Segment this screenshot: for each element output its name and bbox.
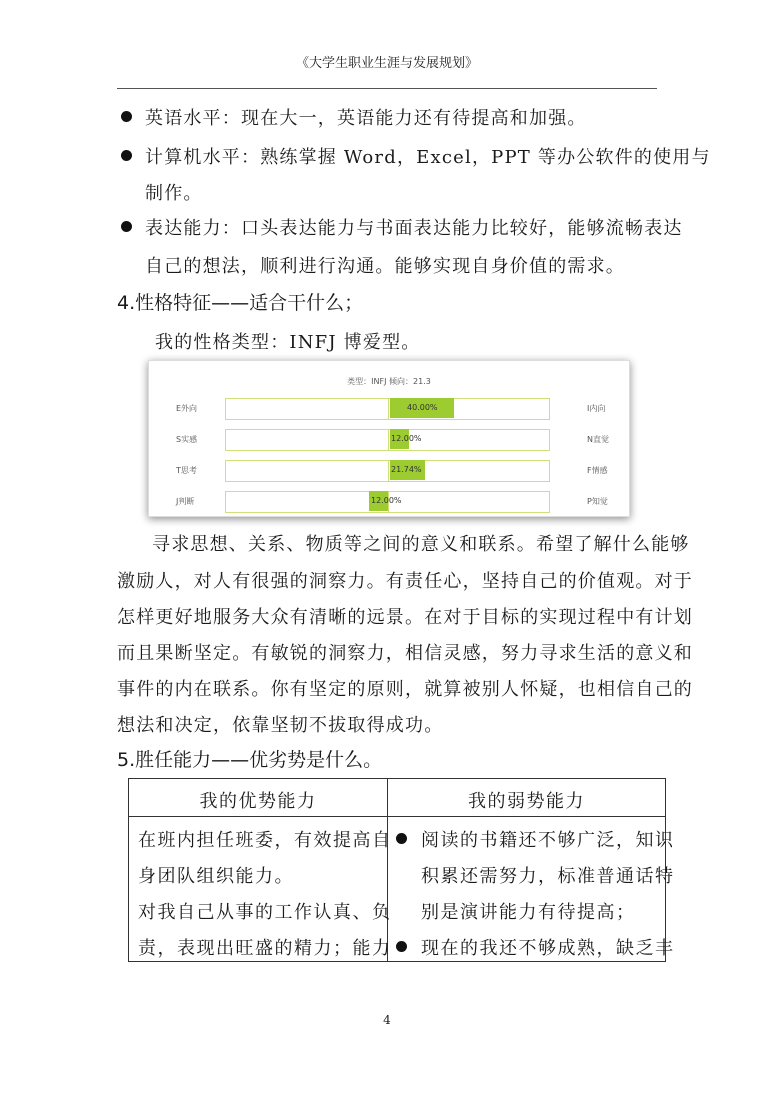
strength-line: 责，表现出旺盛的精力；能力 <box>138 938 392 959</box>
chart-right-label: P知觉 <box>587 497 608 506</box>
paragraph-line: 怎样更好地服务大众有清晰的远景。在对于目标的实现过程中有计划 <box>117 607 693 628</box>
chart-left-label: S实感 <box>176 435 198 444</box>
chart-row <box>149 397 629 421</box>
skill-line: 计算机水平：熟练掌握 Word，Excel，PPT 等办公软件的使用与 <box>145 147 711 168</box>
skill-line: 英语水平：现在大一，英语能力还有待提高和加强。 <box>145 108 587 129</box>
weakness-line: 现在的我还不够成熟，缺乏丰 <box>421 938 675 959</box>
chart-frame-left <box>225 460 389 482</box>
section-heading: 5.胜任能力——优劣势是什么。 <box>117 749 383 771</box>
paragraph-line: 事件的内在联系。你有坚定的原则，就算被别人怀疑，也相信自己的 <box>117 679 693 700</box>
chart-frame-left <box>225 429 389 451</box>
chart-row <box>149 428 629 452</box>
skill-line: 制作。 <box>145 183 203 204</box>
chart-right-label: N直觉 <box>587 435 609 444</box>
chart-left-label: E外向 <box>176 404 198 413</box>
bullet-icon <box>396 833 407 844</box>
weakness-line: 阅读的书籍还不够广泛，知识 <box>421 830 675 851</box>
page-header: 《大学生职业生涯与发展规划》 <box>295 56 478 71</box>
chart-left-label: T思考 <box>176 466 197 475</box>
table-divider <box>129 816 665 817</box>
chart-right-label: F情感 <box>587 466 608 475</box>
chart-frame-right <box>388 491 550 513</box>
chart-row <box>149 459 629 483</box>
bullet-icon <box>121 111 132 122</box>
personality-type-line: 我的性格类型：INFJ 博爱型。 <box>155 332 421 353</box>
bullet-icon <box>121 221 132 232</box>
chart-data-label: 12.00% <box>371 496 402 505</box>
weakness-line: 积累还需努力，标准普通话特 <box>421 866 675 887</box>
strength-line: 在班内担任班委，有效提高自 <box>138 830 392 851</box>
paragraph-line: 寻求思想、关系、物质等之间的意义和联系。希望了解什么能够 <box>152 534 690 555</box>
chart-data-label: 40.00% <box>407 403 438 412</box>
mbti-chart <box>148 360 630 517</box>
chart-title: 类型：INFJ 倾向：21.3 <box>347 377 431 386</box>
weaknesses-header: 我的弱势能力 <box>468 791 585 812</box>
bullet-icon <box>121 150 132 161</box>
bullet-icon <box>396 941 407 952</box>
skill-line: 表达能力：口头表达能力与书面表达能力比较好，能够流畅表达 <box>145 218 683 239</box>
chart-data-label: 21.74% <box>391 465 422 474</box>
strengths-header: 我的优势能力 <box>199 791 317 812</box>
abilities-table <box>128 778 675 962</box>
page-number: 4 <box>383 1013 391 1027</box>
header-rule <box>117 88 657 89</box>
chart-frame-left <box>225 491 389 513</box>
paragraph-line: 激励人，对人有很强的洞察力。有责任心，坚持自己的价值观。对于 <box>117 571 693 592</box>
skill-line: 自己的想法，顺利进行沟通。能够实现自身价值的需求。 <box>145 256 625 277</box>
chart-data-label: 12.00% <box>391 434 422 443</box>
strength-line: 身团队组织能力。 <box>138 866 294 887</box>
chart-left-label: J判断 <box>176 497 195 506</box>
chart-row <box>149 490 629 514</box>
chart-frame-left <box>225 398 389 420</box>
section-heading: 4.性格特征——适合干什么； <box>117 292 364 314</box>
chart-right-label: I内向 <box>587 404 606 413</box>
paragraph-line: 想法和决定，依靠坚韧不拔取得成功。 <box>117 715 444 736</box>
strength-line: 对我自己从事的工作认真、负 <box>138 902 392 923</box>
weakness-line: 别是演讲能力有待提高； <box>421 902 636 923</box>
paragraph-line: 而且果断坚定。有敏锐的洞察力，相信灵感，努力寻求生活的意义和 <box>117 643 693 664</box>
